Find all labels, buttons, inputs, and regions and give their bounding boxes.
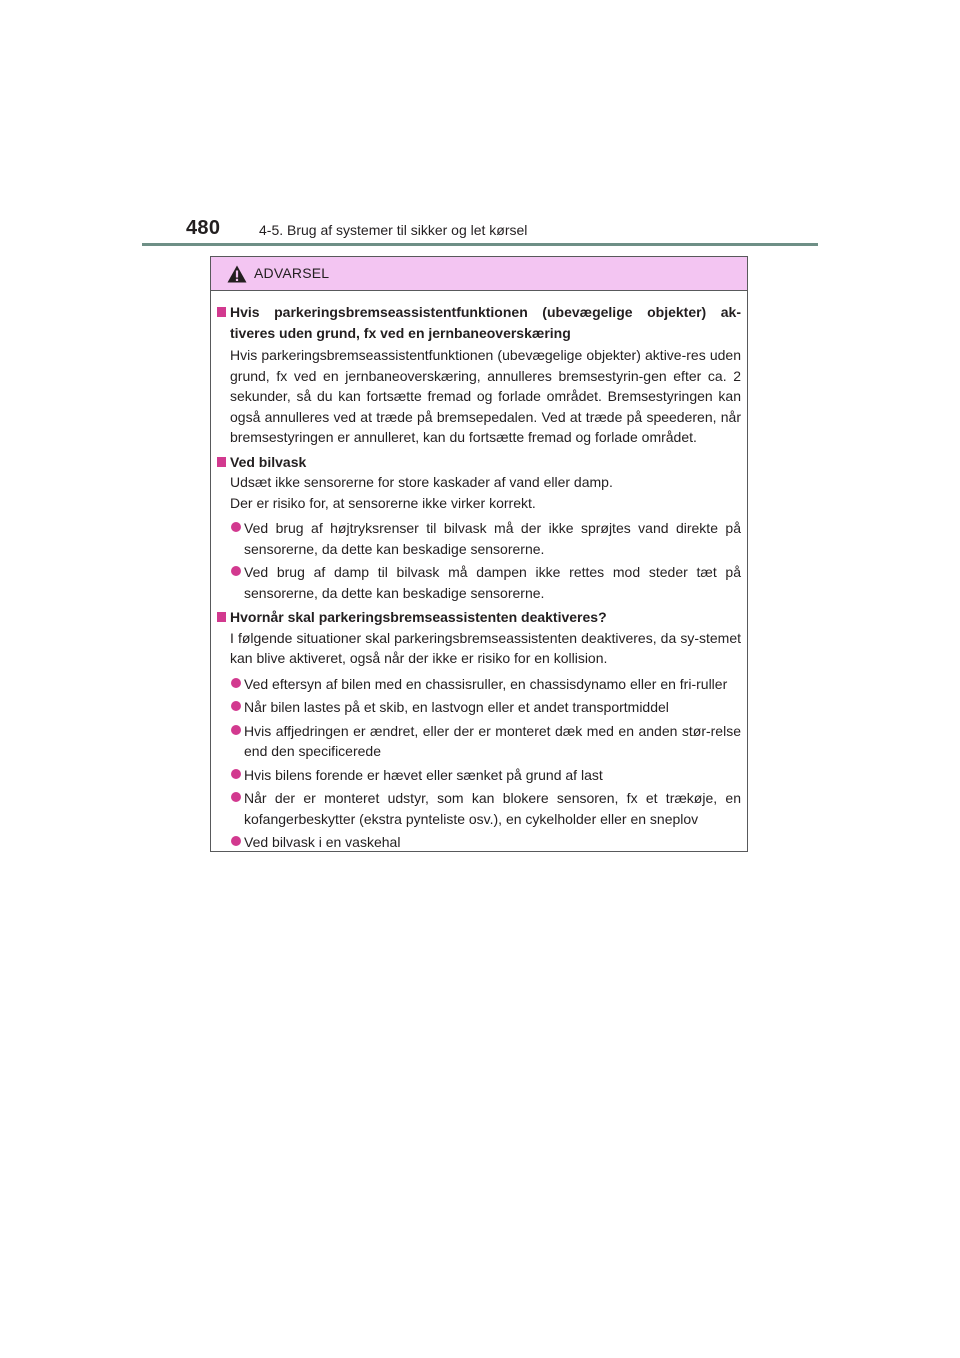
circle-bullet-icon — [231, 522, 241, 532]
square-bullet-icon — [217, 457, 226, 467]
circle-bullet-icon — [231, 725, 241, 735]
list-item-text: Hvis bilens forende er hævet eller sænket på grund af last — [244, 766, 603, 783]
circle-bullet-icon — [231, 566, 241, 576]
list-item — [217, 788, 741, 829]
list-item-text: Når der er monteret udstyr, som kan blokere sensoren, fx et trækøje, en kofangerbeskytter (ekstra pynteliste osv.), en cykelholder eller en sneplov — [244, 790, 741, 827]
page-number: 480 — [186, 217, 221, 239]
circle-bullet-icon — [231, 701, 241, 711]
section-title: 4-5. Brug af systemer til sikker og let kørsel — [259, 222, 528, 238]
list-item-text: Hvis affjedringen er ændret, eller der er monteret dæk med en anden stør-relse end den specificerede — [244, 722, 741, 759]
list-item-text: Når bilen lastes på et skib, en lastvogn eller et andet transportmiddel — [244, 699, 669, 715]
square-bullet-icon — [217, 612, 226, 622]
warning-body — [211, 291, 747, 853]
list-item — [217, 832, 741, 853]
square-bullet-icon — [217, 307, 226, 317]
list-item-text: Ved bilvask i en vaskehal — [244, 834, 401, 850]
circle-bullet-icon — [231, 678, 241, 688]
list-item-text: Ved brug af damp til bilvask må dampen ikke rettes mod steder tæt på sensorerne, da dette kan beskadige sensorerne. — [244, 564, 741, 601]
item-text: Hvis parkeringsbremseassistentfunktionen (ubevægelige objekter) aktive-res uden grund, fx ved en jernbaneoverskæring, annulleres bremsestyrin-gen efter ca. 2 sekunder, så du kan fortsætte fremad og forlade området. Bremsestyringen kan også annulleres ved at træde på bremsepedalen. Ved at træde på speederen, når bremsestyringen er annulleret, kan du fortsætte fremad og forlade området. — [230, 347, 741, 445]
item-heading — [217, 607, 741, 628]
circle-bullet-icon — [231, 792, 241, 802]
item-text: Udsæt ikke sensorerne for store kaskader af vand eller damp. — [230, 474, 613, 490]
item-heading-text: Hvornår skal parkeringsbremseassistenten deaktiveres? — [230, 609, 607, 625]
list-item — [217, 518, 741, 559]
circle-bullet-icon — [231, 769, 241, 779]
item-heading-text: Ved bilvask — [230, 453, 307, 470]
item-heading — [217, 302, 741, 343]
item-text: Der er risiko for, at sensorerne ikke virker korrekt. — [230, 494, 536, 511]
warning-triangle-icon — [227, 265, 247, 283]
warning-box — [210, 256, 748, 852]
list-item — [217, 697, 741, 718]
list-item — [217, 765, 741, 786]
list-item-text: Ved brug af højtryksrenser til bilvask må der ikke sprøjtes vand direkte på sensorerne, da dette kan beskadige sensorerne. — [244, 520, 741, 557]
list-item — [217, 674, 741, 695]
circle-bullet-icon — [231, 836, 241, 846]
page-header — [142, 214, 818, 246]
warning-title: ADVARSEL — [254, 265, 330, 281]
header-divider — [142, 243, 818, 246]
item-heading — [217, 452, 741, 473]
item-heading-text: Hvis parkeringsbremseassistentfunktionen (ubevægelige objekter) ak-tiveres uden grund, fx ved en jernbaneoverskæring — [230, 304, 741, 341]
item-text: I følgende situationer skal parkeringsbremseassistenten deaktiveres, da sy-stemet kan blive aktiveret, også når der ikke er risiko for en kollision. — [230, 629, 741, 666]
list-item — [217, 562, 741, 603]
list-item-text: Ved eftersyn af bilen med en chassisruller, en chassisdynamo eller en fri-ruller — [244, 675, 728, 692]
warning-header — [211, 257, 747, 291]
list-item — [217, 721, 741, 762]
